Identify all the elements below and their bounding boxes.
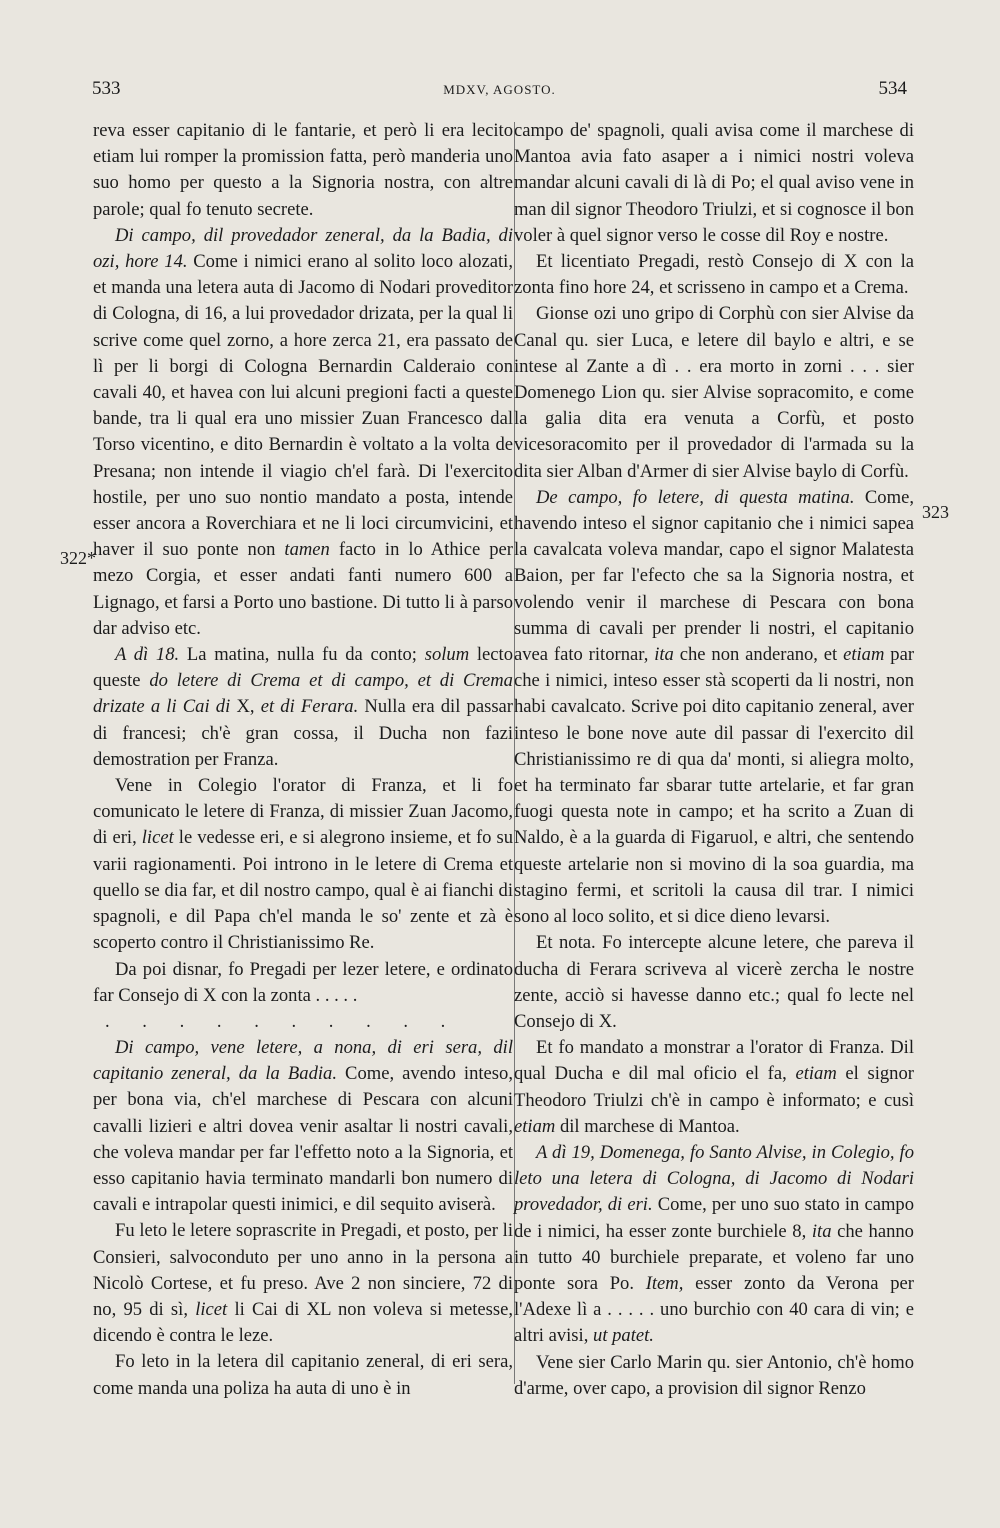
page-number-right: 534 (878, 78, 907, 99)
paragraph: campo de' spagnoli, quali avisa come il marchese di Mantoa avia fato asaper a i nimici nostri voleva mandar alcuni cavali di là di Po; el qual aviso vene in man dil signor Theodoro Triulzi, et si cognosce il bon voler à quel signor verso le cosse dil Roy e nostre. (514, 120, 914, 246)
margin-note-left: 322* (60, 548, 96, 568)
ellipsis-line: . . . . . . . . . . (105, 1010, 460, 1032)
paragraph (93, 773, 513, 956)
paragraph-text: che hanno in tutto 40 burchiele preparate, et voleno far uno ponte sora Po. (514, 1220, 914, 1294)
italic-word: ita (654, 644, 674, 666)
paragraph-text: Et fo mandato a monstrar a l'orator di Franza. Dil qual Ducha e dil mal oficio el fa, (514, 1037, 914, 1085)
paragraph: Gionse ozi uno gripo di Corphù con sier Alvise da Canal qu. sier Luca, e letere dil baylo e altri, e se intese al Zante a dì . . era morto in zorni . . . sier Domenego Lion qu. sier Alvise sopracomito, e come la galia dita era venuta a Corfù, et posto vicesoracomito per il provedador di l'armada su la dita sier Alban d'Armer di sier Alvise baylo di Corfù. (514, 303, 914, 482)
italic-word: tamen (284, 539, 330, 561)
paragraph (514, 1035, 914, 1140)
paragraph: Da poi disnar, fo Pregadi per lezer letere, e ordinato far Consejo di X con la zonta . . . . . (93, 958, 513, 1006)
italic-word: licet (195, 1298, 228, 1320)
paragraph-text: Come i nimici erano al solito loco alozati, et manda una letera auta di Jacomo di Nodari proveditor di Cologna, di 16, a lui provedador drizata, per la qual li scrive come quel zorno, a hore zerca 21, era passato de lì per li borgi di Cologna Bernardin Calderaio con cavali 40, et havea con lui alcuni pregioni facti a queste bande, tra li qual era uno missier Zuan Francesco dal Torso vicentino, e dito Bernardin è voltato a la volta de Presana; non intende il viagio ch'el farà. Di l'exercito hostile, per uno suo nontio mandato a posta, intende esser ancora a Roverchiara et ne li loci circumvicini, et haver il suo ponte non (93, 251, 513, 561)
italic-word: solum (424, 644, 470, 666)
italic-phrase: do letere di Crema et di campo, et di Crema drizate a li Cai di (93, 670, 513, 718)
page-number-left: 533 (92, 78, 121, 99)
paragraph (93, 223, 513, 642)
paragraph-text: X, (236, 696, 255, 718)
paragraph: reva esser capitanio di le fantarie, et però li era lecito etiam lui romper la promission fatta, però manderia uno suo homo per questo a la Signoria nostra, con altre parole; qual fo tenuto secrete. (93, 120, 513, 220)
paragraph-text: lecto queste (93, 644, 513, 692)
italic-word: ita (811, 1220, 832, 1242)
italic-heading: A dì 18. (115, 644, 180, 666)
italic-word: Item, (645, 1272, 684, 1294)
paragraph-text: Nulla era dil passar di francesi; ch'è gran cossa, il Ducha non fazi demostration per Franza. (93, 696, 513, 770)
paragraph-text: Vene in Colegio l'orator di Franza, et li fo comunicato le letere di Franza, di missier Zuan Jacomo, di eri, (93, 775, 513, 849)
paragraph (93, 642, 513, 773)
page-header (92, 78, 907, 106)
paragraph: Et licentiato Pregadi, restò Consejo di X con la zonta fino hore 24, et scrisseno in campo et a Crema. (514, 251, 914, 299)
italic-word: etiam (514, 1115, 556, 1137)
right-column (514, 118, 914, 1402)
paragraph: Vene sier Carlo Marin qu. sier Antonio, ch'è homo d'arme, over capo, a provision dil signor Renzo (514, 1351, 914, 1399)
italic-heading: Di campo, dil provedador zeneral, da la Badia, di ozi, hore 14. (93, 224, 513, 273)
paragraph (514, 1140, 914, 1350)
italic-heading: Di campo, vene letere, a nona, di eri sera, dil capitanio zeneral, da la Badia. (93, 1036, 513, 1085)
paragraph-text: che non anderano, et (679, 644, 838, 666)
italic-word: etiam (843, 644, 885, 666)
paragraph-text: Fu leto le letere soprascrite in Pregadi, et posto, per li Consieri, salvoconduto per uno anno in la persona a Nicolò Cortese, et fu preso. Ave 2 non sinciere, 72 di no, 95 di sì, (93, 1220, 513, 1320)
paragraph-text: li Cai di XL non voleva si metesse, dicendo è contra le leze. (93, 1298, 513, 1347)
italic-word: etiam (795, 1063, 837, 1085)
italic-word: licet (141, 827, 174, 849)
paragraph: Fo leto in la letera dil capitanio zeneral, di eri sera, come manda una poliza ha auta di uno è in (93, 1351, 513, 1399)
paragraph-text: dil marchese di Mantoa. (559, 1115, 740, 1137)
left-column (93, 118, 513, 1402)
running-head: MDXV, AGOSTO. (443, 82, 556, 97)
paragraph-text: le vedesse eri, e si alegrono insieme, et fo su varii ragionamenti. Poi introno in le letere di Crema et quello se dia far, et dil nostro campo, qual è ai fianchi di spagnoli, e dil Papa ch'el manda le so' zente et zà è scoperto contro il Christianissimo Re. (93, 827, 513, 954)
paragraph-text: par che i nimici, inteso esser stà scoperti da li nostri, non habi cavalcato. Scrive poi dito capitanio zeneral, aver inteso le bone nove aute dil passar di l'exercito dil Christianissimo re di qua da' monti, si aliegra molto, et ha terminato far sbarar tutte artelarie, et far gran fuogi questa note in campo; et ha scrito a Zuan di Naldo, è a la guarda di Figaruol, e altri, che sentendo queste artelarie non si movino di la soa guardia, ma stagino fermi, et scritoli la causa dil trar. I nimici sono al loco solito, et si dice dieno levarsi. (514, 644, 915, 928)
italic-word: ut patet. (593, 1325, 654, 1347)
paragraph (514, 485, 914, 930)
italic-heading: De campo, fo letere, di questa matina. (536, 486, 855, 508)
paragraph (93, 1218, 513, 1349)
paragraph-text: el signor Theodoro Triulzi ch'è in campo è informato; e cusì (514, 1063, 914, 1111)
paragraph-text: La matina, nulla fu da conto; (186, 644, 417, 666)
paragraph-text: facto in lo Athice per mezo Corgia, et esser andati fanti numero 600 a Lignago, et farsi a Porto uno bastione. Di tutto li à parso dar adviso etc. (93, 539, 513, 639)
paragraph: Et nota. Fo intercepte alcune letere, che pareva il ducha di Ferara scriveva al vicerè zercha le nostre zente, acciò si havesse danno etc.; qual fo lecte nel Consejo di X. (514, 932, 914, 1032)
paragraph-text: Come, per uno suo stato in campo de i nimici, ha esser zonte burchiele 8, (514, 1194, 915, 1242)
italic-phrase: et di Ferara. (260, 696, 359, 718)
paragraph-text: Come, avendo inteso, per bona via, ch'el marchese di Pescara con alcuni cavalli lizieri e altri dovea venir asaltar li nostri cavali, che voleva mandar per far l'effetto noto a la Signoria, et esso capitanio havia terminato mandarli bon numero di cavali e intrapolar questi inimici, e dil sequito aviserà. (93, 1063, 513, 1216)
paragraph (93, 1035, 513, 1218)
paragraph-text: Come, havendo inteso el signor capitanio che i nimici sapea la cavalcata voleva mandar, capo el signor Malatesta Baion, per far l'efecto che sa la Signoria nostra, et volendo venir il marchese di Pescara con bona summa di cavali per prender li nostri, el capitanio avea fato ritornar, (514, 486, 914, 666)
paragraph-text: esser zonto da Verona per l'Adexe lì a . . . . . uno burchio con 40 cara di vin; e altri avisi, (514, 1272, 914, 1347)
margin-note-right: 323 (922, 502, 949, 522)
italic-heading: A dì 19, Domenega, fo Santo Alvise, in Colegio, fo leto una letera di Cologna, di Jacomo di Nodari provedador, di eri. (514, 1141, 914, 1216)
